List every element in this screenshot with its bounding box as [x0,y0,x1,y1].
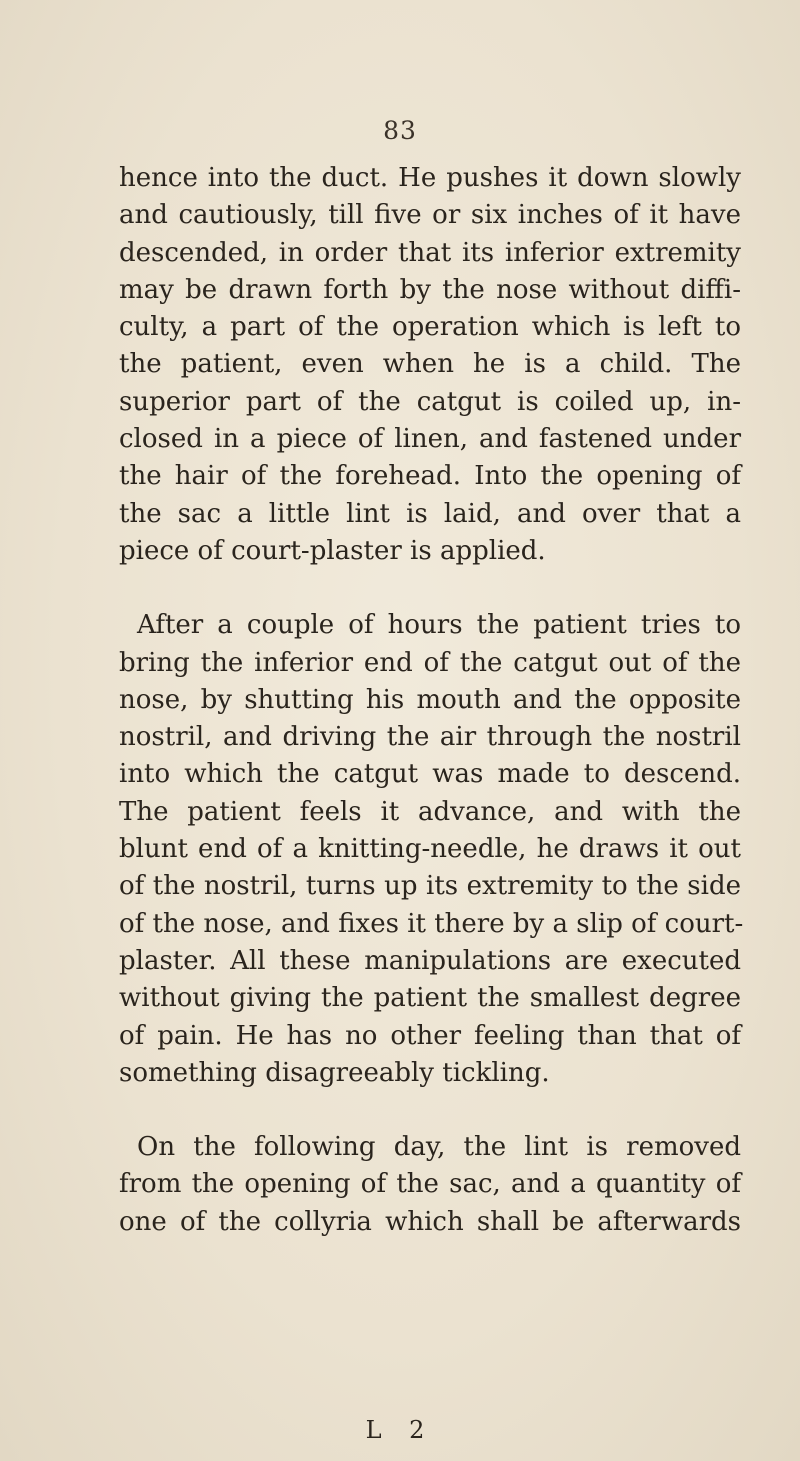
paragraph-1 [119,160,741,570]
text-line: bring the inferior end of the catgut out of the [119,647,741,678]
text-line: culty, a part of the operation which is left to [119,312,741,343]
text-line: of the nose, and fixes it there by a slip of court- [119,908,744,939]
text-line: without giving the patient the smallest degree [119,983,741,1014]
text-line: descended, in order that its inferior extremity [119,237,741,268]
text-line: nostril, and driving the air through the nostril [119,722,741,753]
body-text [119,160,744,1241]
text-line: and cautiously, till five or six inches of it have [119,200,741,231]
text-line: plaster. All these manipulations are executed [119,945,741,976]
text-line: nose, by shutting his mouth and the opposite [119,684,741,715]
text-line: of pain. He has no other feeling than that of [119,1020,741,1051]
text-line: piece of court-plaster is applied. [119,535,546,566]
text-line: superior part of the catgut is coiled up, in- [119,386,741,417]
text-line: The patient feels it advance, and with the [119,796,741,827]
text-line: On the following day, the lint is removed [137,1132,741,1163]
text-line: into which the catgut was made to descend. [119,759,741,790]
signature-mark: L 2 [365,1416,435,1444]
text-line: the patient, even when he is a child. The [119,349,741,380]
text-line: closed in a piece of linen, and fastened under [119,424,741,455]
text-line: blunt end of a knitting-needle, he draws it out [119,834,741,865]
text-line: the hair of the forehead. Into the opening of [119,461,741,492]
text-line: one of the collyria which shall be afterwards [119,1206,741,1237]
text-line: of the nostril, turns up its extremity to the side [119,871,741,902]
text-line: the sac a little lint is laid, and over that a [119,498,741,529]
paragraph-3 [119,1129,741,1241]
text-line: from the opening of the sac, and a quantity of [119,1169,741,1200]
text-line: may be drawn forth by the nose without diffi- [119,274,741,305]
text-line: hence into the duct. He pushes it down slowly [119,163,741,193]
paragraph-2 [119,607,744,1092]
page-number: 83 [383,116,417,145]
text-line: something disagreeably tickling. [119,1057,550,1088]
text-line: After a couple of hours the patient tries to [137,610,741,641]
